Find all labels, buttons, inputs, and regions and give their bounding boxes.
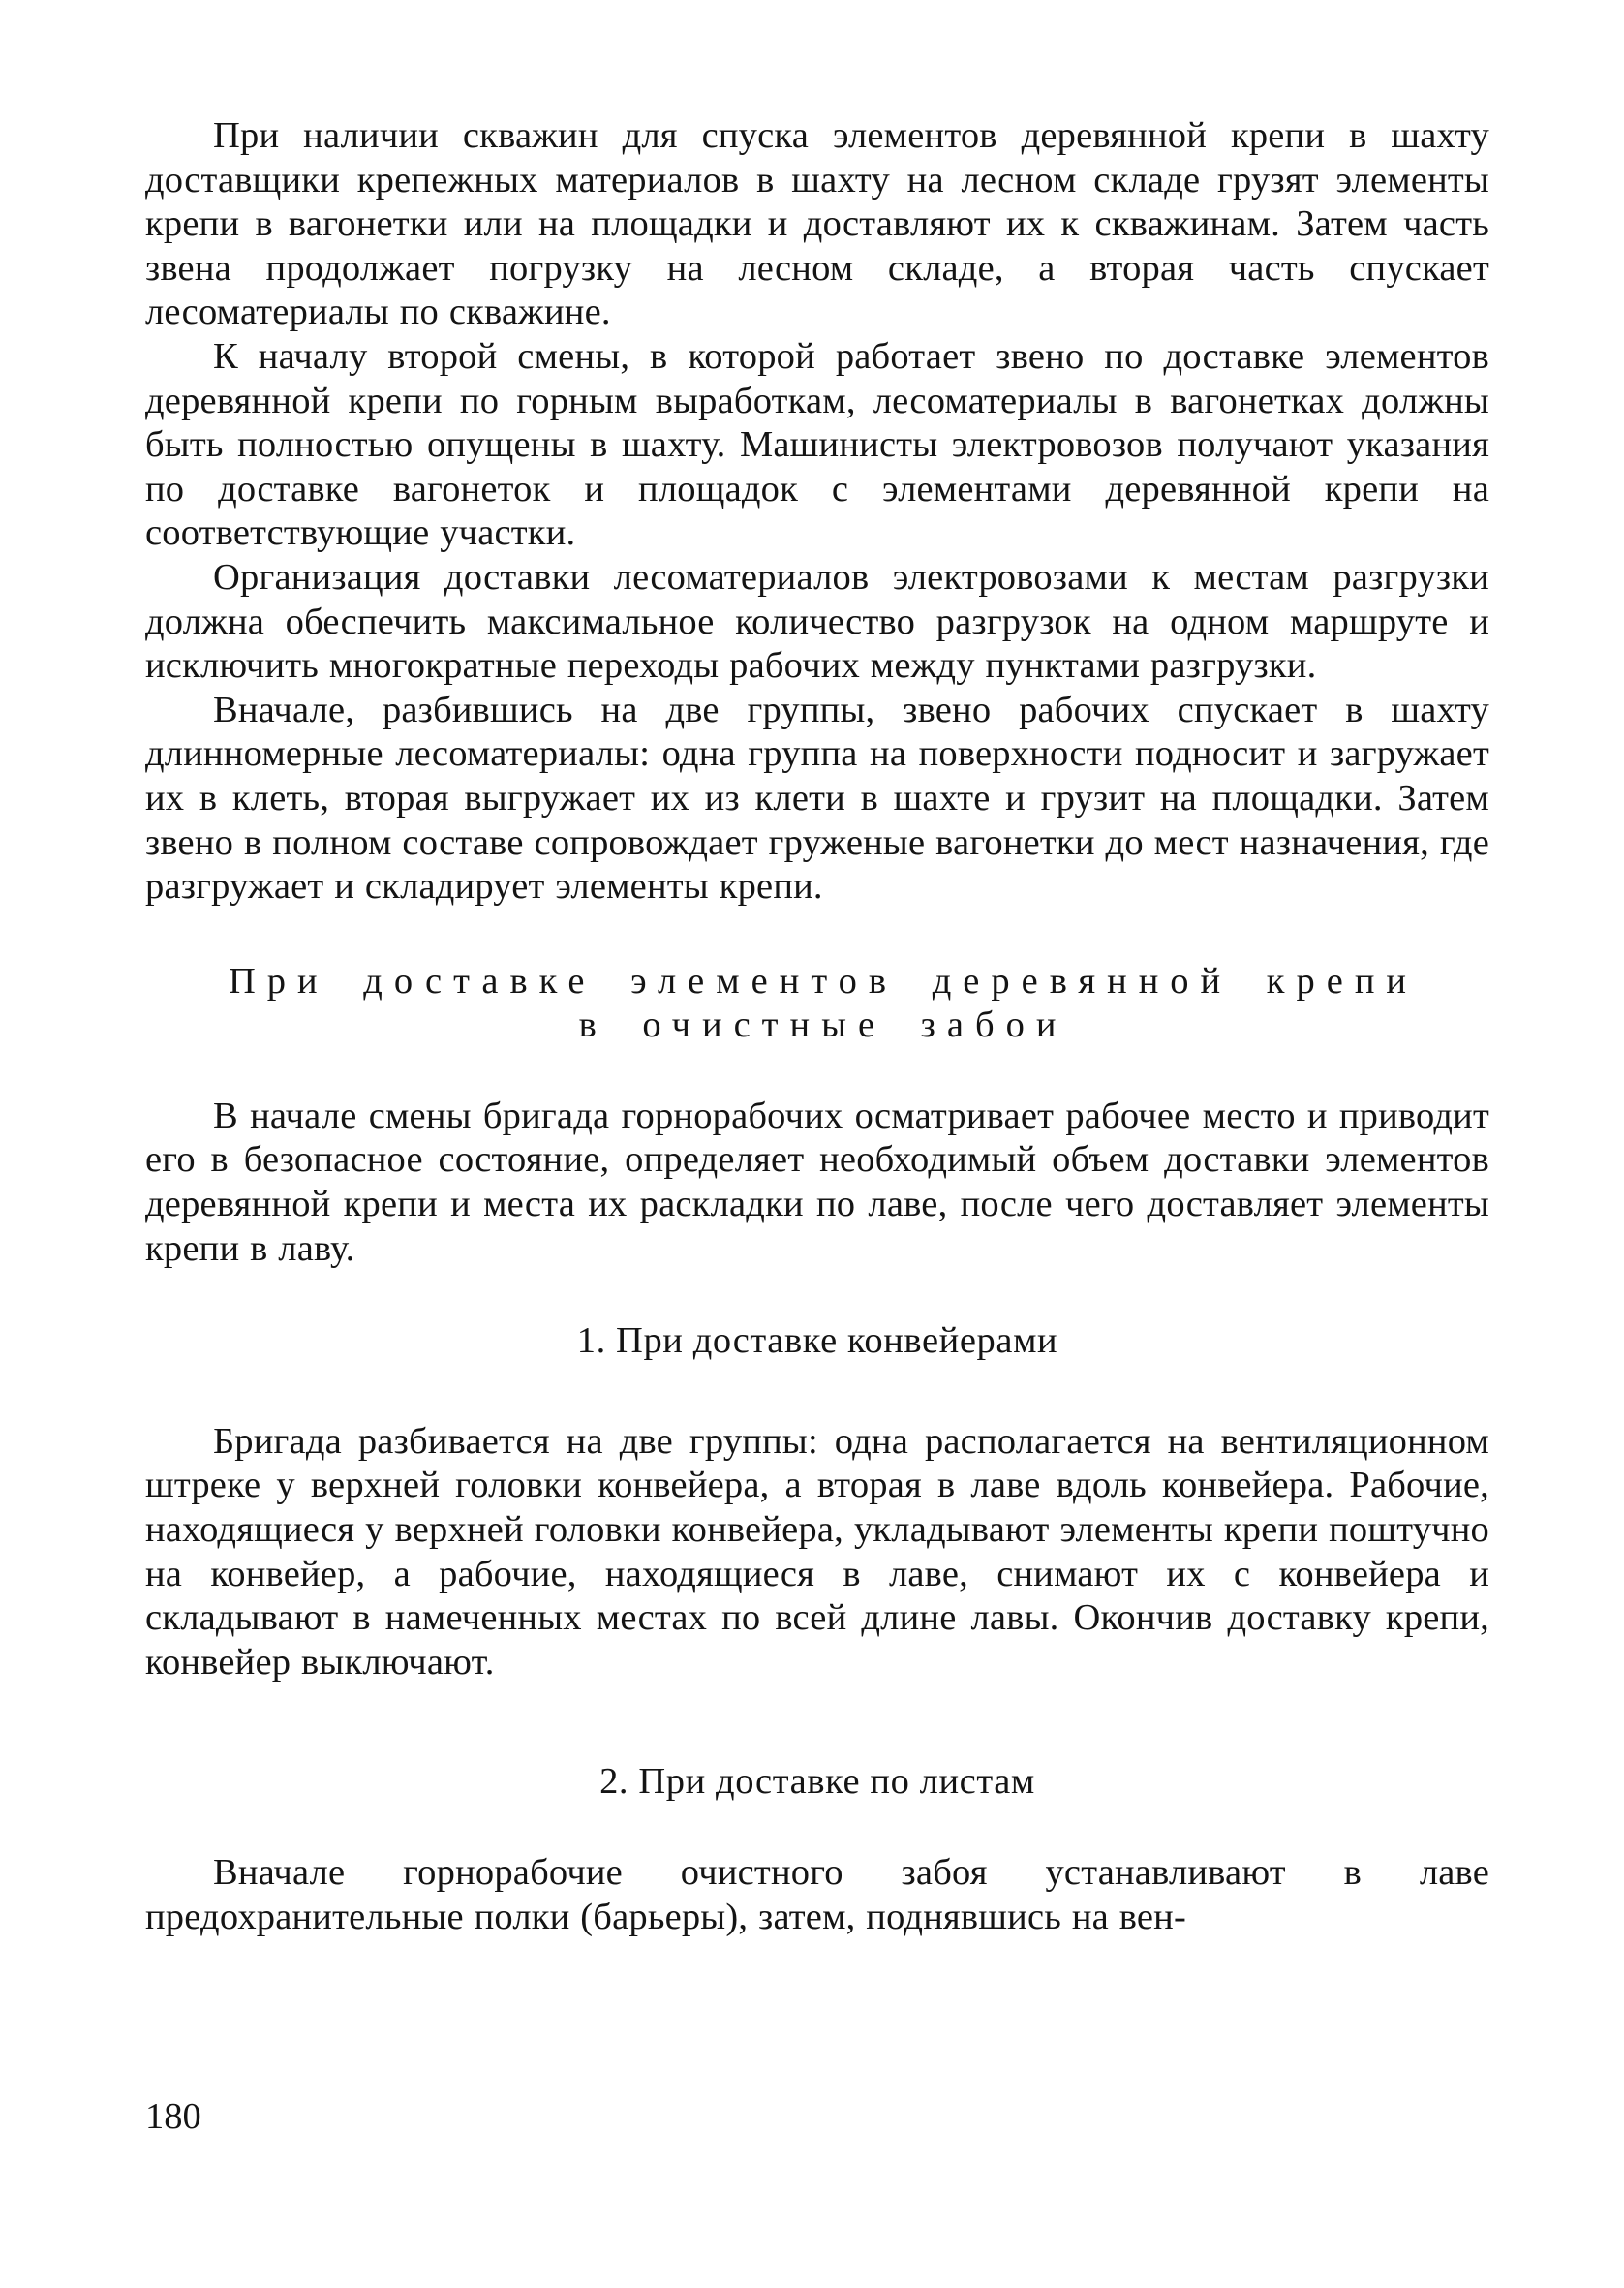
page-number: 180 bbox=[145, 2096, 201, 2137]
section-heading-line-2: в очистные забои bbox=[578, 1005, 1068, 1046]
paragraph-shift-start: В начале смены бригада горнорабочих осматривает рабочее место и приводит его в безопасное состояние, определяет необходимый объем доставки элементов деревянной крепи и места их раскладки по лаве, после чего доставляет элементы крепи в лаву. bbox=[145, 1095, 1489, 1269]
paragraph-sheet-delivery: Вначале горнорабочие очистного забоя устанавливают в лаве предохранительные полки (барьеры), затем, поднявшись на вен- bbox=[145, 1852, 1489, 1937]
subheading-sheets: 2. При доставке по листам bbox=[599, 1761, 1035, 1803]
paragraph-electric-locomotives: Организация доставки лесоматериалов электровозами к местам разгрузки должна обеспечить максимальное количество разгрузок на одном маршруте и исключить многократные переходы рабочих между пунктами разгрузки. bbox=[145, 556, 1489, 687]
page-body bbox=[145, 114, 1489, 1939]
subheading-conveyors: 1. При доставке конвейерами bbox=[576, 1320, 1058, 1362]
paragraph-two-groups: Вначале, разбившись на две группы, звено рабочих спускает в шахту длинномерные лесоматериалы: одна группа на поверхности подносит и загружает их в клеть, вторая выгружает их из клети в шахте и грузит на площадки. Затем звено в полном составе сопровождает груженые вагонетки до мест назначения, где разгружает и складирует элементы крепи. bbox=[145, 689, 1489, 908]
paragraph-second-shift: К началу второй смены, в которой работает звено по доставке элементов деревянной крепи по горным выработкам, лесоматериалы в вагонетках должны быть полностью опущены в шахту. Машинисты электровозов получают указания по доставке вагонеток и площадок с элементами деревянной крепи на соответствующие участки. bbox=[145, 335, 1489, 554]
section-heading-line-1: При доставке элементов деревянной крепи bbox=[228, 960, 1419, 1002]
paragraph-conveyor-delivery: Бригада разбивается на две группы: одна располагается на вентиляционном штреке у верхней головки конвейера, а вторая в лаве вдоль конвейера. Рабочие, находящиеся у верхней головки конвейера, укладывают элементы крепи поштучно на конвейер, а рабочие, находящиеся в лаве, снимают их с конвейера и складывают в намеченных местах по всей длине лавы. Окончив доставку крепи, конвейер выключают. bbox=[145, 1420, 1489, 1683]
paragraph-boreholes: При наличии скважин для спуска элементов деревянной крепи в шахту доставщики крепежных материалов в шахту на лесном складе грузят элементы крепи в вагонетки или на площадки и доставляют их к скважинам. Затем часть звена продолжает погрузку на лесном складе, а вторая часть спускает лесоматериалы по скважине. bbox=[145, 115, 1489, 333]
